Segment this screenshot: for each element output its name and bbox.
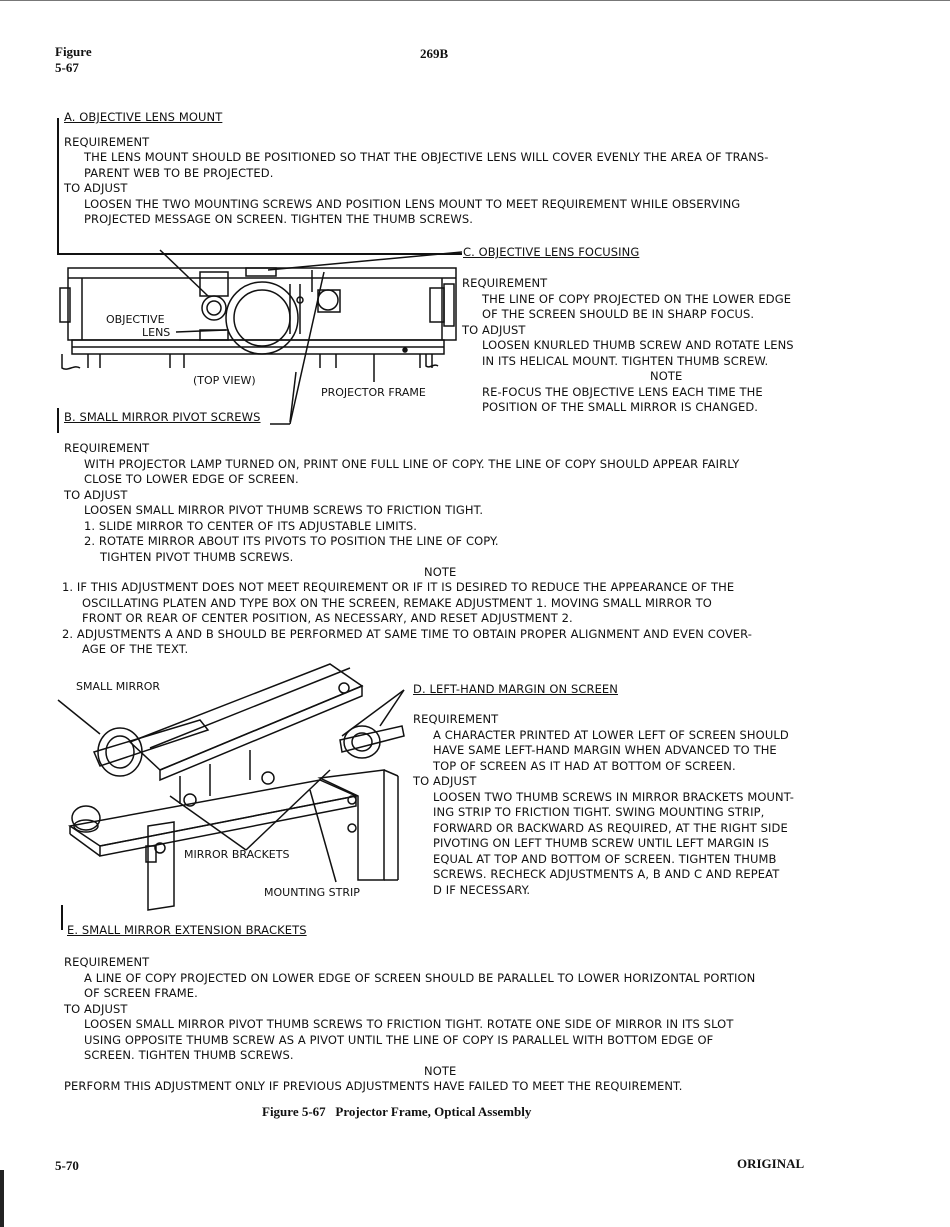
objective-lens-label-2: LENS: [142, 326, 171, 339]
figure-label: Figure 5-67: [55, 44, 92, 75]
scan-left-edge: [0, 1170, 4, 1227]
page-number: 5-70: [55, 1158, 79, 1173]
section-c-title: C. OBJECTIVE LENS FOCUSING: [463, 245, 640, 259]
projector-frame-label: PROJECTOR FRAME: [321, 386, 426, 399]
status-label: ORIGINAL: [737, 1156, 805, 1171]
scan-top-edge: [0, 0, 950, 1]
top-view-label: (TOP VIEW): [193, 374, 256, 387]
section-a-bracket: [57, 118, 59, 254]
section-b-bracket: [57, 408, 59, 433]
section-b-notes: 1. IF THIS ADJUSTMENT DOES NOT MEET REQUIREMENT OR IF IT IS DESIRED TO REDUCE THE APPEARANCE OF THE OSCILLATING PLATEN AND TYPE BOX ON THE SCREEN, REMAKE ADJUSTMENT 1. MOVING SMALL MIRROR TO FRONT OR REAR OF CENTER POSITION, AS NECESSARY, AND RESET ADJUSTMENT 2. 2. ADJUSTMENTS A AND B SHOULD BE PERFORMED AT SAME TIME TO OBTAIN PROPER ALIGNMENT AND EVEN COVER- AGE OF THE TEXT.: [62, 580, 753, 656]
section-d-title: D. LEFT-HAND MARGIN ON SCREEN: [413, 682, 619, 696]
section-c: REQUIREMENT THE LINE OF COPY PROJECTED ON THE LOWER EDGE OF THE SCREEN SHOULD BE IN SHARP FOCUS. TO ADJUST LOOSEN KNURLED THUMB SCREW AND ROTATE LENS IN ITS HELICAL MOUNT. TIGHTEN THUMB SCREW. NOTE RE-FOCUS THE OBJECTIVE LENS EACH TIME THE POSITION OF THE SMALL MIRROR IS CHANGED.: [462, 276, 794, 414]
small-mirror-label: SMALL MIRROR: [76, 680, 161, 693]
section-d: REQUIREMENT A CHARACTER PRINTED AT LOWER LEFT OF SCREEN SHOULD HAVE SAME LEFT-HAND MARGIN WHEN ADVANCED TO THE TOP OF SCREEN AS IT HAD AT BOTTOM OF SCREEN. TO ADJUST LOOSEN TWO THUMB SCREWS IN MIRROR BRACKETS MOUNT- ING STRIP TO FRICTION TIGHT. SWING MOUNTING STRIP, FORWARD OR BACKWARD AS REQUIRED, AT THE RIGHT SIDE PIVOTING ON LEFT THUMB SCREW UNTIL LEFT MARGIN IS EQUAL AT TOP AND BOTTOM OF SCREEN. TIGHTEN THUMB SCREWS. RECHECK ADJUSTMENTS A, B AND C AND REPEAT D IF NECESSARY.: [413, 712, 795, 897]
section-b: REQUIREMENT WITH PROJECTOR LAMP TURNED ON, PRINT ONE FULL LINE OF COPY. THE LINE OF COPY SHOULD APPEAR FAIRLY CLOSE TO LOWER EDGE OF SCREEN. TO ADJUST LOOSEN SMALL MIRROR PIVOT THUMB SCREWS TO FRICTION TIGHT. 1. SLIDE MIRROR TO CENTER OF ITS ADJUSTABLE LIMITS. 2. ROTATE MIRROR ABOUT ITS PIVOTS TO POSITION THE LINE OF COPY. TIGHTEN PIVOT THUMB SCREWS. NOTE: [64, 441, 740, 579]
section-a-bottom-rule: [57, 253, 462, 255]
section-e: REQUIREMENT A LINE OF COPY PROJECTED ON LOWER EDGE OF SCREEN SHOULD BE PARALLEL TO LOWER HORIZONTAL PORTION OF SCREEN FRAME. TO ADJUST LOOSEN SMALL MIRROR PIVOT THUMB SCREWS TO FRICTION TIGHT. ROTATE ONE SIDE OF MIRROR IN ITS SLOT USING OPPOSITE THUMB SCREW AS A PIVOT UNTIL THE LINE OF COPY IS PARALLEL WITH BOTTOM EDGE OF SCREEN. TIGHTEN THUMB SCREWS. NOTE PERFORM THIS ADJUSTMENT ONLY IF PREVIOUS ADJUSTMENTS HAVE FAILED TO MEET THE REQUIREMENT.: [64, 955, 756, 1093]
section-e-bracket: [61, 905, 63, 930]
section-a-requirement-label: REQUIREMENT: [64, 134, 150, 149]
mirror-brackets-label: MIRROR BRACKETS: [184, 848, 290, 861]
section-b-title: B. SMALL MIRROR PIVOT SCREWS: [64, 410, 261, 424]
objective-lens-label: OBJECTIVE: [106, 313, 165, 326]
figure-caption: Figure 5-67 Projector Frame, Optical Assembly: [262, 1104, 532, 1119]
section-a: A. OBJECTIVE LENS MOUNT REQUIREMENT THE LENS MOUNT SHOULD BE POSITIONED SO THAT THE OBJECTIVE LENS WILL COVER EVENLY THE AREA OF TRANS- PARENT WEB TO BE PROJECTED. TO ADJUST LOOSEN THE TWO MOUNTING SCREWS AND POSITION LENS MOUNT TO MEET REQUIREMENT WHILE OBSERVING PROJECTED MESSAGE ON SCREEN. TIGHTEN THE THUMB SCREWS.: [64, 110, 769, 226]
section-a-adjust-label: TO ADJUST: [64, 181, 128, 195]
doc-number: 269B: [420, 46, 449, 61]
section-e-title: E. SMALL MIRROR EXTENSION BRACKETS: [67, 923, 307, 937]
section-a-title: A. OBJECTIVE LENS MOUNT: [64, 110, 223, 124]
mounting-strip-label: MOUNTING STRIP: [264, 886, 360, 899]
